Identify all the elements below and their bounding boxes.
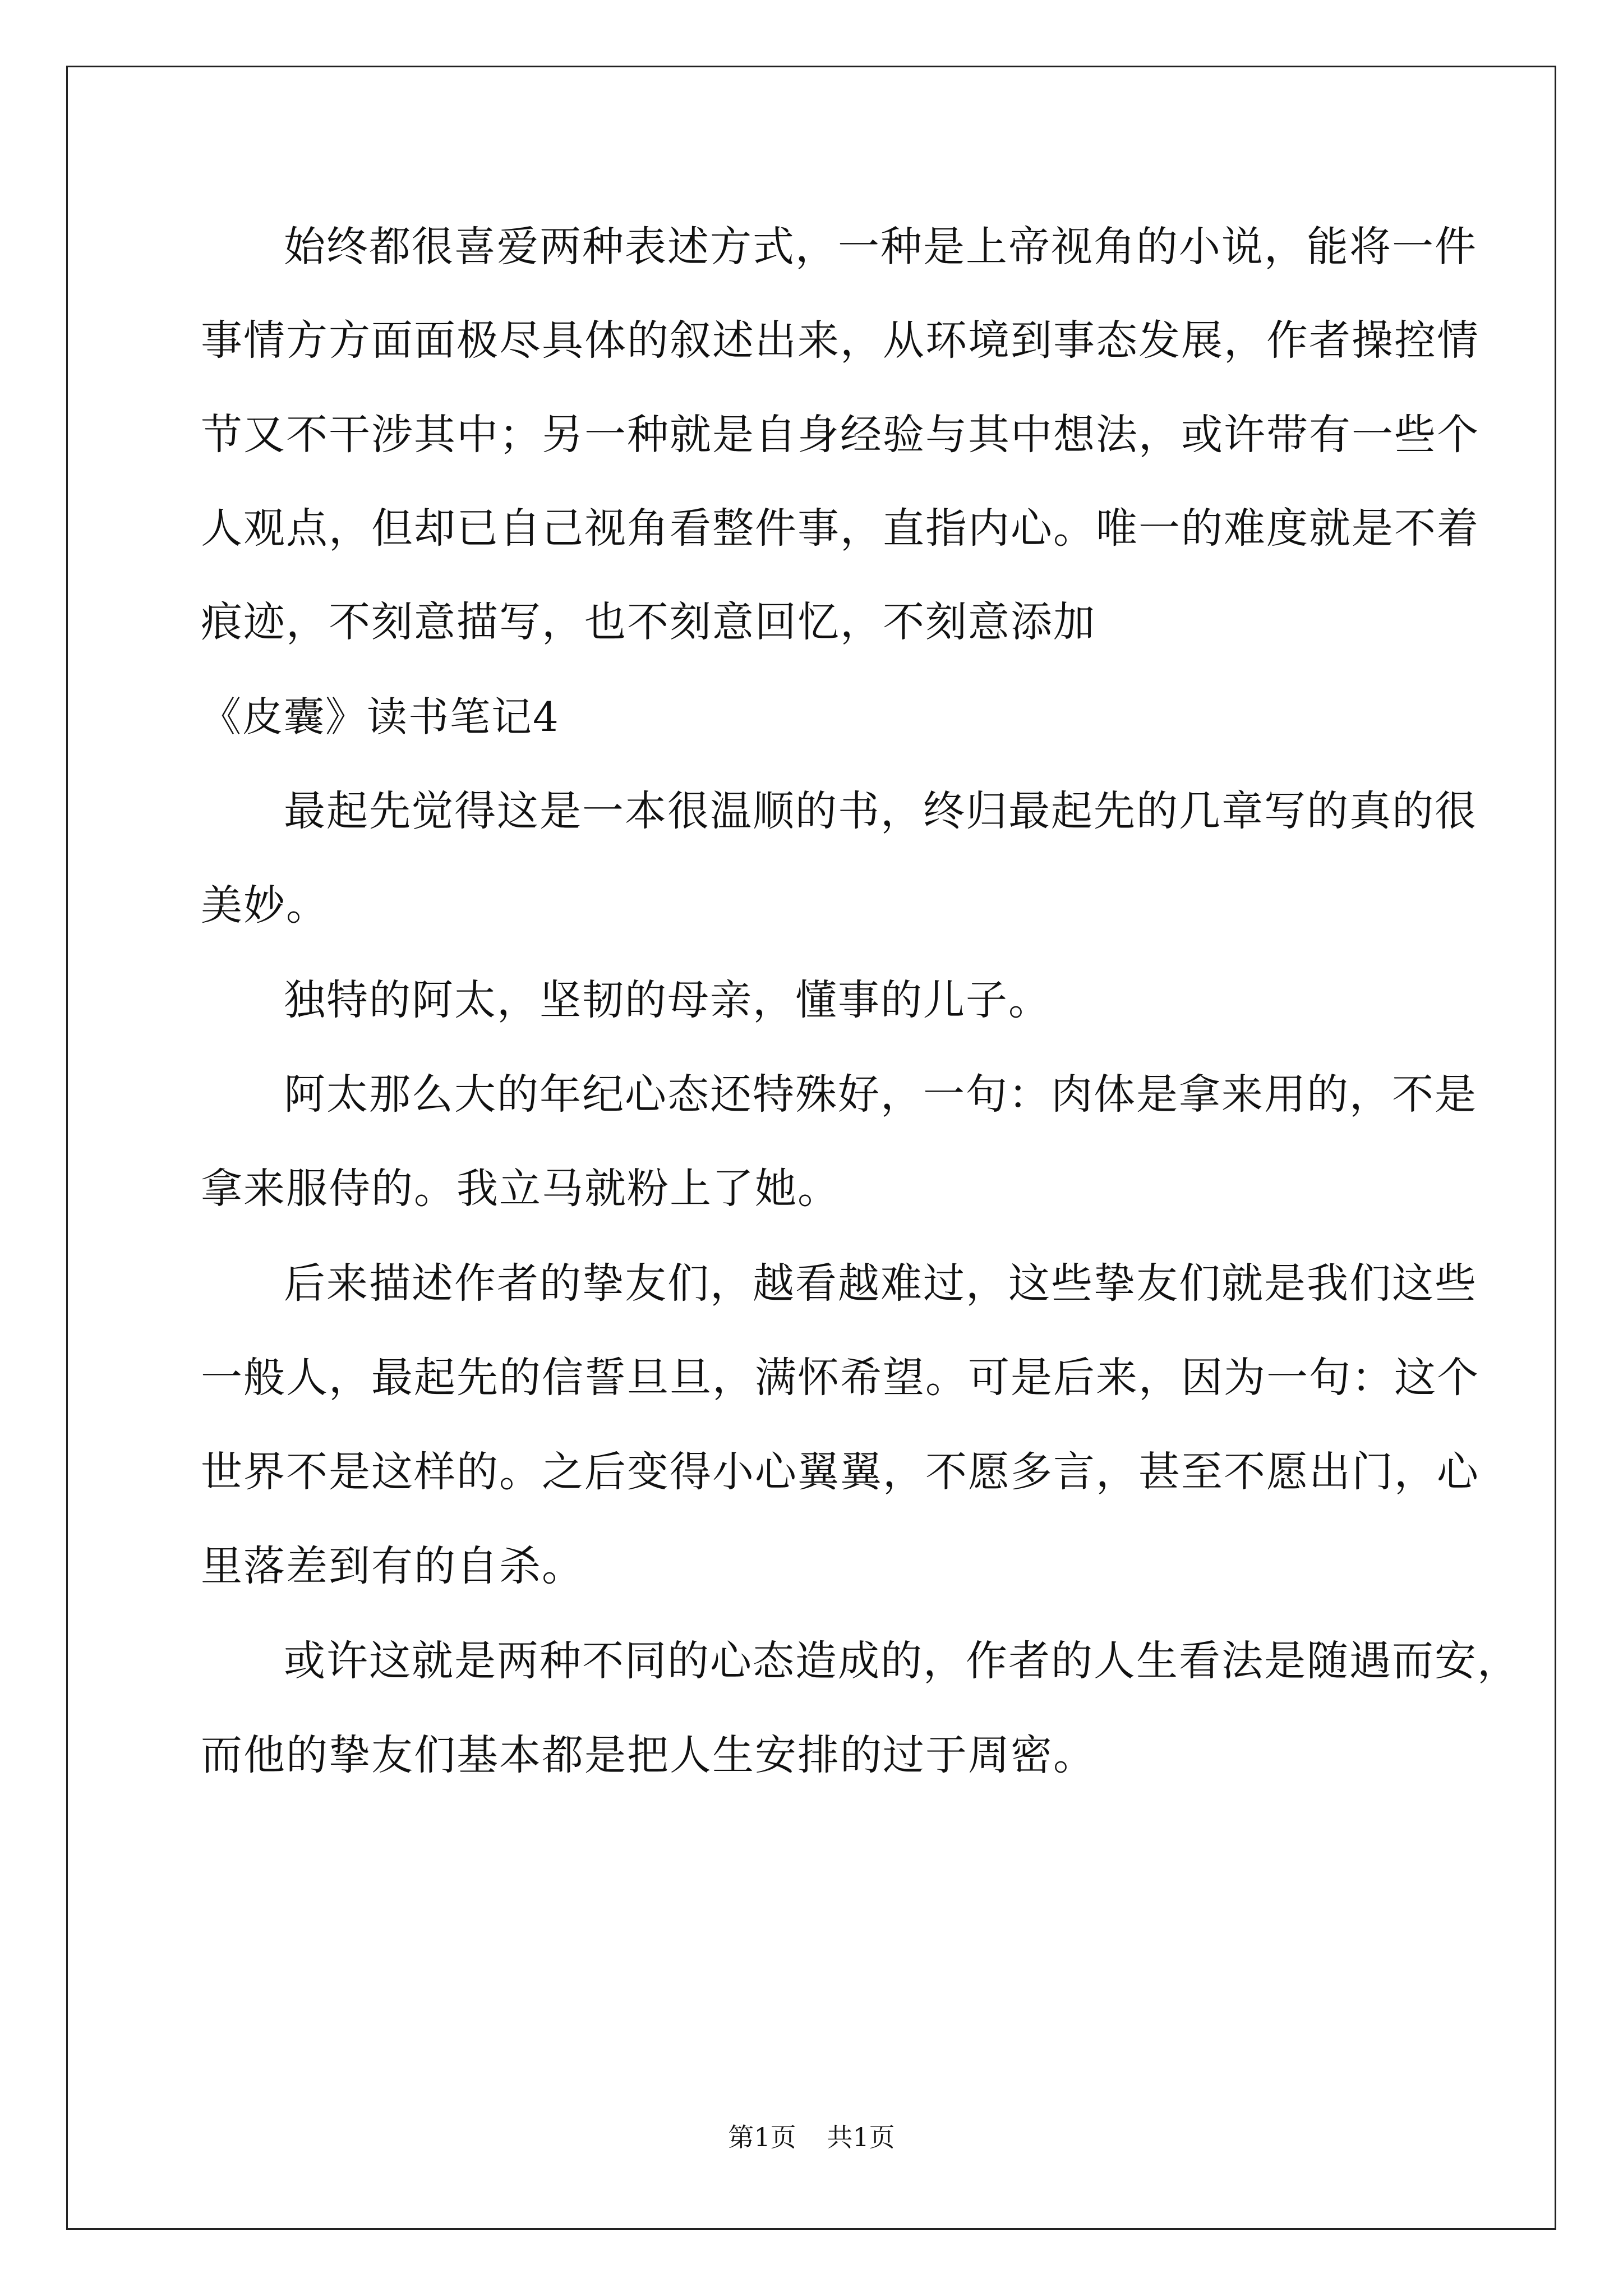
paragraph-1-line-3: 节又不干涉其中；另一种就是自身经验与其中想法，或许带有一些个 [201,411,1479,459]
paragraph-5-line-4: 里落差到有的自杀。 [201,1542,584,1590]
section-heading: 《皮囊》读书笔记4 [201,693,560,740]
paragraph-1-line-4: 人观点，但却已自己视角看整件事，直指内心。唯一的难度就是不着 [201,504,1479,553]
page-footer [0,2120,1623,2154]
paragraph-5-line-3: 世界不是这样的。之后变得小心翼翼，不愿多言，甚至不愿出门，心 [201,1448,1479,1496]
paragraph-2-line-1: 最起先觉得这是一本很温顺的书，终归最起先的几章写的真的很 [284,787,1477,835]
paragraph-1-line-1: 始终都很喜爱两种表述方式，一种是上帝视角的小说，能将一件 [284,223,1477,271]
paragraph-4-line-2: 拿来服侍的。我立马就粉上了她。 [201,1165,840,1213]
paragraph-5-line-2: 一般人，最起先的信誓旦旦，满怀希望。可是后来，因为一句：这个 [201,1354,1479,1402]
paragraph-6-line-1: 或许这就是两种不同的心态造成的，作者的人生看法是随遇而安， [284,1637,1520,1685]
paragraph-5-line-1: 后来描述作者的挚友们，越看越难过，这些挚友们就是我们这些 [284,1259,1477,1308]
page-border [66,66,1556,2230]
paragraph-2-line-2: 美妙。 [201,881,329,930]
paragraph-6-line-2: 而他的挚友们基本都是把人生安排的过于周密。 [201,1731,1096,1779]
page-total: 共1页 [827,2122,895,2152]
paragraph-3-line-1: 独特的阿太，坚韧的母亲，懂事的儿子。 [284,976,1051,1024]
page-number: 第1页 [728,2122,796,2152]
paragraph-1-line-5: 痕迹，不刻意描写，也不刻意回忆，不刻意添加 [201,598,1096,646]
paragraph-1-line-2: 事情方方面面极尽具体的叙述出来，从环境到事态发展，作者操控情 [201,316,1479,365]
paragraph-4-line-1: 阿太那么大的年纪心态还特殊好，一句：肉体是拿来用的，不是 [284,1070,1477,1119]
